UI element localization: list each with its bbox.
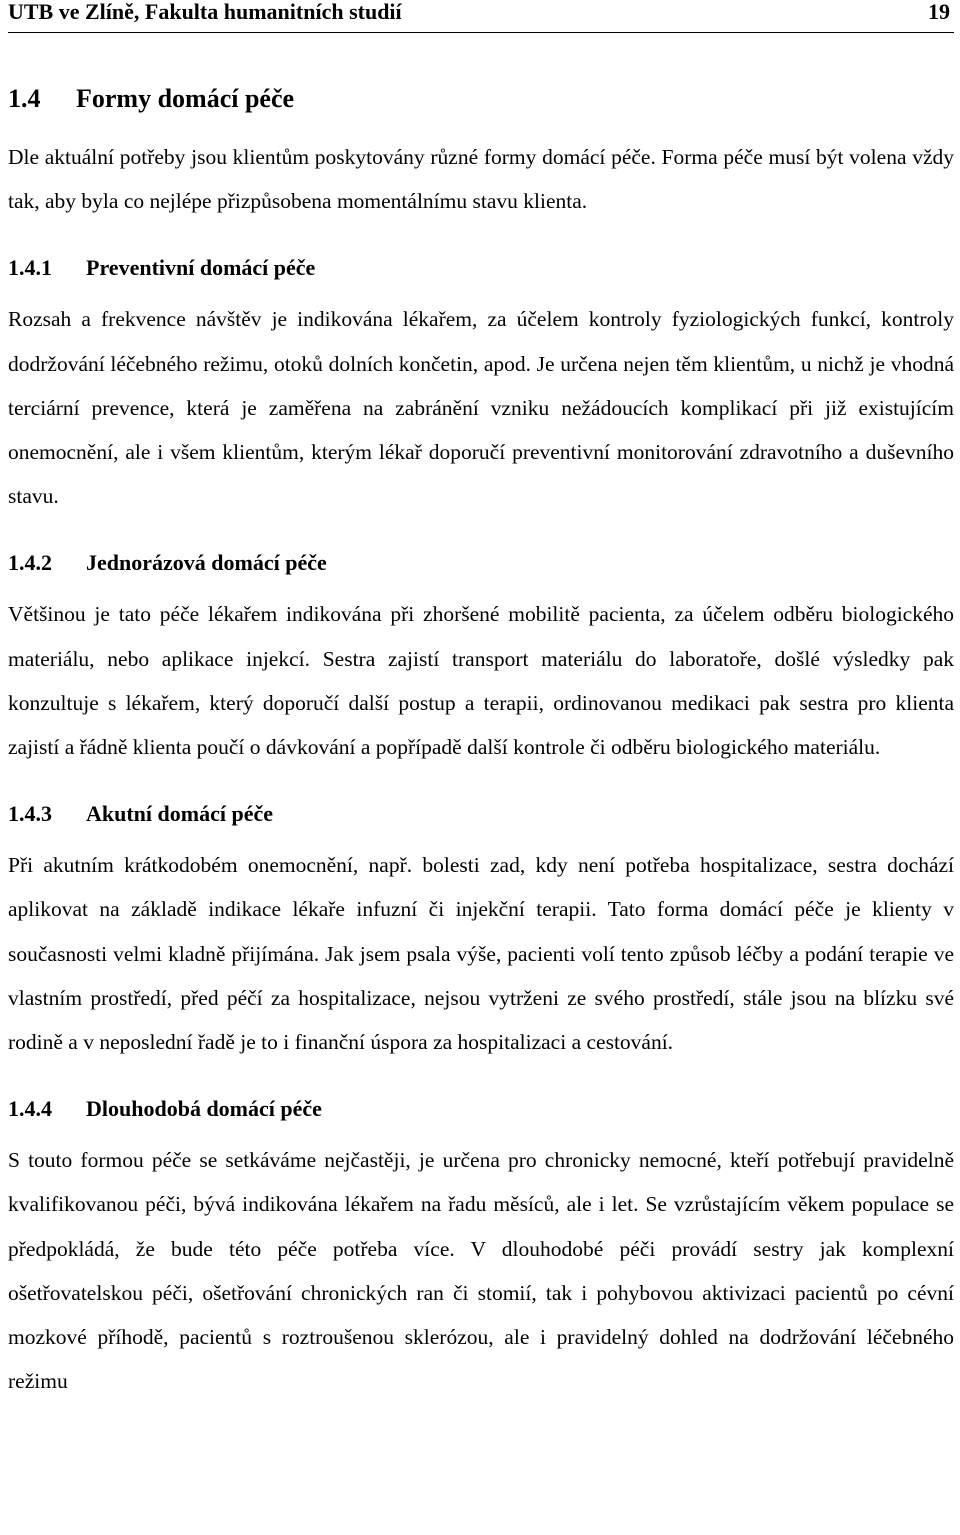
section-title: Formy domácí péče: [76, 84, 295, 113]
subsection-heading-1-4-2: [8, 548, 954, 578]
section-number: 1.4: [8, 84, 41, 113]
subsection-title: Jednorázová domácí péče: [86, 550, 327, 576]
subsection-title: Dlouhodobá domácí péče: [86, 1096, 322, 1122]
subsection-paragraph-1-4-3: Při akutním krátkodobém onemocnění, např. bolesti zad, kdy není potřeba hospitalizace, sestra dochází aplikovat na základě indikace lékaře infuzní či injekční terapii. Tato forma domácí péče je klienty v současnosti velmi kladně přijímána. Jak jsem psala výše, pacienti volí tento způsob léčby a podání terapie ve vlastním prostředí, před péčí za hospitalizace, nejsou vytrženi ze svého prostředí, stále jsou na blízku své rodině a v neposlední řadě je to i finanční úspora za hospitalizaci a cestování.: [8, 853, 954, 1055]
subsection-heading-1-4-4: [8, 1094, 954, 1124]
header-title: UTB ve Zlíně, Fakulta humanitních studií: [8, 0, 402, 24]
running-header: [8, 0, 954, 33]
document-page: [8, 0, 954, 1403]
subsection-paragraph-1-4-2: Většinou je tato péče lékařem indikována při zhoršené mobilitě pacienta, za účelem odběru biologického materiálu, nebo aplikace injekcí. Sestra zajistí transport materiálu do laboratoře, došlé výsledky pak konzultuje s lékařem, který doporučí další postup a terapii, ordinovanou medikaci pak sestra pro klienta zajistí a řádně klienta poučí o dávkování a popřípadě další kontrole či odběru biologického materiálu.: [8, 602, 954, 760]
page-number: 19: [928, 0, 950, 24]
subsection-number: 1.4.4: [8, 1096, 52, 1122]
section-heading: [8, 81, 954, 117]
subsection-title: Akutní domácí péče: [86, 801, 273, 827]
subsection-heading-1-4-1: [8, 253, 954, 283]
subsection-paragraph-1-4-1: Rozsah a frekvence návštěv je indikována lékařem, za účelem kontroly fyziologických funkcí, kontroly dodržování léčebného režimu, otoků dolních končetin, apod. Je určena nejen těm klientům, u nichž je vhodná terciární prevence, která je zaměřena na zabránění vzniku nežádoucích komplikací při již existujícím onemocnění, ale i všem klientům, kterým lékař doporučí preventivní monitorování zdravotního a duševního stavu.: [8, 307, 954, 509]
subsection-title: Preventivní domácí péče: [86, 255, 316, 281]
subsection-number: 1.4.1: [8, 255, 52, 281]
subsection-paragraph-1-4-4: S touto formou péče se setkáváme nejčastěji, je určena pro chronicky nemocné, kteří potřebují pravidelně kvalifikovanou péči, bývá indikována lékařem na řadu měsíců, ale i let. Se vzrůstajícím věkem populace se předpokládá, že bude této péče potřeba více. V dlouhodobé péči provádí sestry jak komplexní ošetřovatelskou péči, ošetřování chronických ran či stomií, tak i pohybovou aktivizaci pacientů po cévní mozkové příhodě, pacientů s roztroušenou sklerózou, ale i pravidelný dohled na dodržování léčebného režimu: [8, 1148, 954, 1394]
subsection-number: 1.4.2: [8, 550, 52, 576]
subsection-heading-1-4-3: [8, 799, 954, 829]
section-intro-paragraph: Dle aktuální potřeby jsou klientům poskytovány různé formy domácí péče. Forma péče musí být volena vždy tak, aby byla co nejlépe přizpůsobena momentálnímu stavu klienta.: [8, 145, 954, 214]
subsection-number: 1.4.3: [8, 801, 52, 827]
